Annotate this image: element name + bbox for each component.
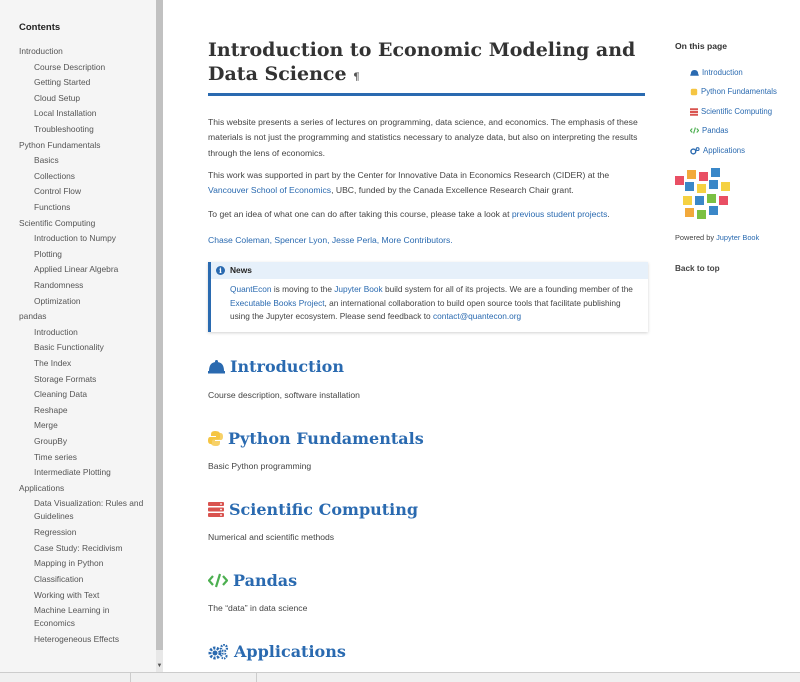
title-anchor-link[interactable]: ¶: [353, 72, 360, 83]
sidebar-item[interactable]: Cleaning Data: [34, 389, 88, 400]
toc-item-introduction[interactable]: Introduction: [690, 68, 743, 77]
news-header: [211, 262, 648, 279]
sidebar-item[interactable]: Troubleshooting: [34, 124, 94, 134]
sidebar-item[interactable]: Merge: [34, 420, 58, 431]
sidebar-item[interactable]: Heterogeneous Effects: [34, 634, 120, 644]
sidebar-item[interactable]: Course Description: [34, 61, 106, 72]
section-pandas-heading[interactable]: Pandas: [208, 571, 297, 590]
server-icon: [690, 108, 698, 116]
sidebar-section[interactable]: Introduction: [19, 46, 63, 56]
sidebar-item[interactable]: Randomness: [34, 280, 84, 290]
news-heading: News: [230, 265, 252, 275]
section-python-heading[interactable]: Python Fundamentals: [208, 429, 424, 448]
section-python-desc: Basic Python programming: [208, 461, 312, 471]
toc-item-scientific[interactable]: Scientific Computing: [690, 107, 772, 116]
sidebar-item[interactable]: Functions: [34, 202, 71, 212]
sidebar-item[interactable]: Case Study: Recidivism: [34, 542, 123, 553]
toc-item-applications[interactable]: Applications: [690, 146, 745, 155]
sidebar-item[interactable]: Regression: [34, 527, 77, 538]
jupyter-book-link[interactable]: Jupyter Book: [334, 284, 383, 294]
page-title: Introduction to Economic Modeling and Data Science ¶: [208, 39, 636, 85]
sidebar-item[interactable]: Working with Text: [34, 589, 100, 600]
jupyter-book-logo: [675, 168, 735, 226]
sidebar-item[interactable]: Reshape: [34, 404, 68, 415]
sidebar-item[interactable]: Machine Learning in Economics: [34, 605, 110, 629]
authors-line[interactable]: [208, 233, 648, 248]
sidebar-item[interactable]: Applied Linear Algebra: [34, 264, 119, 275]
sidebar-section[interactable]: pandas: [19, 311, 47, 322]
quantecon-link[interactable]: QuantEcon: [230, 284, 272, 294]
sidebar: [0, 0, 156, 672]
sidebar-item[interactable]: Classification: [34, 574, 84, 584]
gears-icon: [690, 147, 700, 155]
sidebar-section[interactable]: Applications: [19, 482, 65, 493]
section-scientific-desc: Numerical and scientific methods: [208, 532, 335, 542]
jupyter-book-credit-link[interactable]: Jupyter Book: [716, 233, 760, 242]
sidebar-section[interactable]: Scientific Computing: [19, 217, 96, 228]
back-to-top-link[interactable]: Back to top: [675, 264, 720, 273]
info-icon: i: [216, 266, 225, 275]
sidebar-item[interactable]: Control Flow: [34, 186, 82, 197]
sidebar-title: Contents: [19, 22, 61, 33]
python-icon: [208, 431, 223, 446]
sidebar-item[interactable]: Storage Formats: [34, 373, 97, 384]
sidebar-item[interactable]: Mapping in Python: [34, 558, 104, 569]
toc-item-pandas[interactable]: Pandas: [690, 126, 728, 135]
code-icon: [208, 573, 228, 588]
scrollbar-thumb[interactable]: [156, 0, 163, 650]
executable-books-link[interactable]: Executable Books Project: [230, 297, 325, 308]
sidebar-section[interactable]: Python Fundamentals: [19, 139, 101, 150]
sidebar-item[interactable]: Optimization: [34, 295, 81, 306]
sidebar-item[interactable]: Introduction: [34, 326, 78, 337]
intro-paragraph: This website presents a series of lectures on programming, data science, and economics. The emphasis of these materials is not just the programming and statistics necessary to analyze data, but also on interpreting the results through the lens of economics.: [208, 117, 638, 158]
title-underline: [208, 93, 645, 96]
authors-link[interactable]: Chase Coleman, Spencer Lyon, Jesse Perla, More Contributors.: [208, 235, 453, 245]
projects-paragraph: To get an idea of what one can do after taking this course, please take a look at previous student projects.: [208, 209, 610, 219]
sidebar-item[interactable]: Introduction to Numpy: [34, 233, 116, 244]
section-scientific-heading[interactable]: Scientific Computing: [208, 500, 418, 519]
sidebar-scrollbar[interactable]: [156, 0, 163, 672]
section-pandas-desc: The “data” in data science: [208, 603, 308, 613]
sidebar-item[interactable]: Local Installation: [34, 108, 97, 119]
scroll-down-icon[interactable]: ▼: [156, 663, 163, 669]
bell-icon: [208, 360, 225, 374]
vse-link[interactable]: Vancouver School of Economics: [208, 185, 332, 196]
powered-by: Powered by Jupyter Book: [675, 233, 760, 242]
bell-icon: [690, 69, 699, 76]
gears-icon: [208, 644, 229, 660]
section-applications-heading[interactable]: Applications: [208, 642, 346, 661]
sidebar-item[interactable]: Plotting: [34, 248, 62, 259]
sidebar-item[interactable]: Intermediate Plotting: [34, 467, 111, 478]
code-icon: [690, 127, 699, 134]
toc-item-python[interactable]: Python Fundamentals: [690, 87, 777, 96]
sidebar-item[interactable]: Basics: [34, 155, 59, 166]
section-introduction-heading[interactable]: Introduction: [208, 357, 344, 376]
support-paragraph: This work was supported in part by the Center for Innovative Data in Economics Research (CIDER) at the Vancouver School of Economics, UBC, funded by the Canada Excellence Research Chair grant.: [208, 170, 610, 196]
sidebar-item[interactable]: Cloud Setup: [34, 92, 81, 103]
contact-email-link[interactable]: contact@quantecon.org: [432, 311, 522, 321]
news-body: QuantEcon is moving to the Jupyter Book build system for all of its projects. We are a founding member of the Executable Books Project, an international collaboration to build open source tools that facilitate publishing using the Jupyter ecosystem. Please send feedback to contact@quantecon.org: [230, 284, 633, 321]
server-icon: [208, 502, 224, 517]
sidebar-item[interactable]: Basic Functionality: [34, 342, 104, 353]
sidebar-item[interactable]: Getting Started: [34, 77, 91, 88]
sidebar-item[interactable]: Time series: [34, 451, 77, 462]
student-projects-link[interactable]: previous student projects: [511, 209, 608, 219]
toc-title: On this page: [675, 41, 728, 51]
sidebar-item[interactable]: Data Visualization: Rules and Guidelines: [34, 498, 144, 522]
news-admonition: [208, 262, 648, 332]
sidebar-item[interactable]: GroupBy: [34, 436, 68, 446]
sidebar-item[interactable]: Collections: [34, 170, 75, 181]
sidebar-item[interactable]: The Index: [34, 358, 72, 368]
section-introduction-desc: Course description, software installation: [208, 390, 360, 400]
python-icon: [690, 88, 698, 96]
